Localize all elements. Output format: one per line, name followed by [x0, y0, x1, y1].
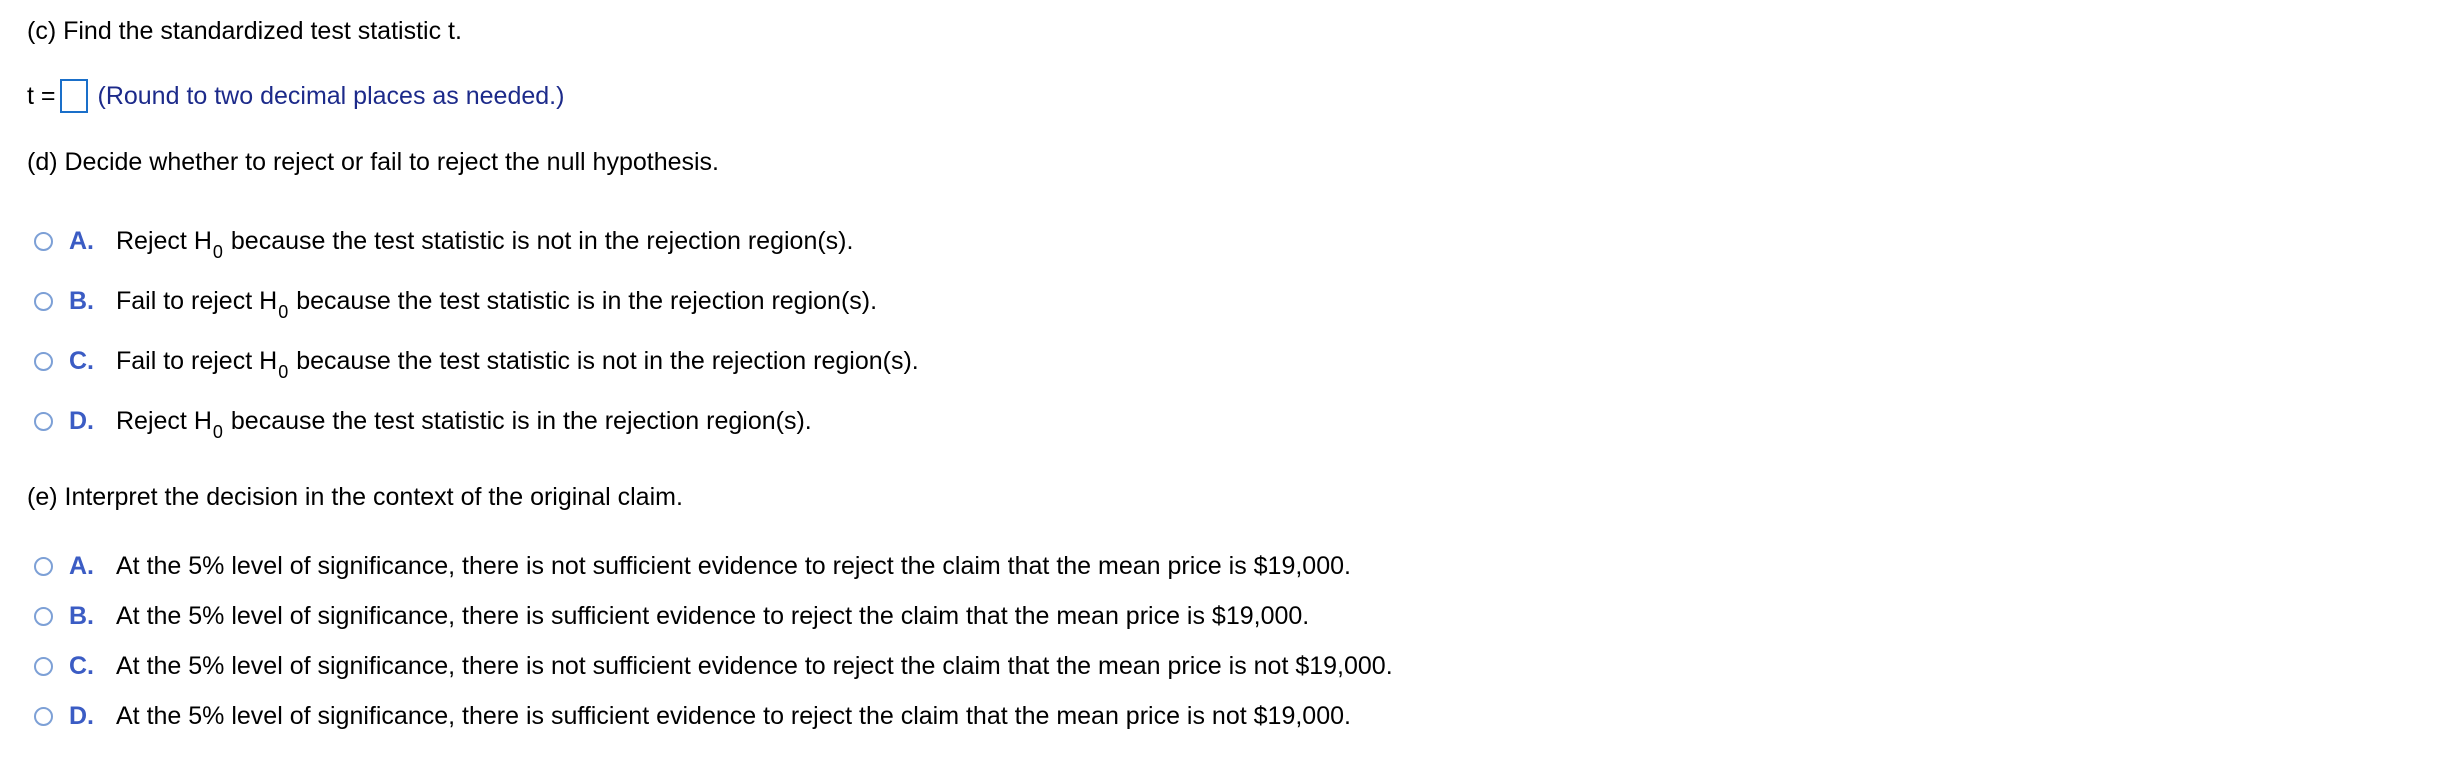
- part-d-option-d[interactable]: [34, 404, 812, 442]
- option-text-pre: Reject: [116, 226, 187, 255]
- option-letter: D.: [69, 406, 94, 435]
- option-letter: B.: [69, 601, 94, 630]
- part-e-option-a[interactable]: [34, 549, 1351, 583]
- option-text: At the 5% level of significance, there is not sufficient evidence to reject the claim that the mean price is $19,000.: [116, 551, 1351, 580]
- part-e-option-c[interactable]: [34, 649, 1393, 683]
- radio-button[interactable]: [34, 232, 53, 251]
- rounding-hint: (Round to two decimal places as needed.): [97, 81, 565, 110]
- part-d-option-a[interactable]: [34, 224, 854, 262]
- h-letter: H: [193, 226, 212, 255]
- radio-button[interactable]: [34, 557, 53, 576]
- option-text: [116, 226, 854, 262]
- option-text-post: because the test statistic is in the rejection region(s).: [230, 406, 812, 435]
- radio-button[interactable]: [34, 607, 53, 626]
- radio-button[interactable]: [34, 292, 53, 311]
- part-d-option-b[interactable]: [34, 284, 878, 322]
- t-label: t =: [27, 81, 56, 110]
- h-subscript: 0: [212, 241, 223, 262]
- part-e-option-d[interactable]: [34, 699, 1351, 733]
- radio-button[interactable]: [34, 657, 53, 676]
- option-letter: B.: [69, 286, 94, 315]
- h-letter: H: [193, 406, 212, 435]
- part-d-option-c[interactable]: [34, 344, 919, 382]
- t-answer-row: [27, 77, 564, 115]
- h-subscript: 0: [278, 361, 289, 382]
- null-hypothesis-symbol: [193, 226, 231, 262]
- h-subscript: 0: [278, 301, 289, 322]
- part-e-prompt: (e) Interpret the decision in the context of the original claim.: [27, 483, 683, 511]
- option-text: [116, 286, 878, 322]
- null-hypothesis-symbol: [193, 406, 231, 442]
- part-d-prompt: (d) Decide whether to reject or fail to reject the null hypothesis.: [27, 148, 720, 176]
- option-letter: A.: [69, 551, 94, 580]
- radio-button[interactable]: [34, 707, 53, 726]
- option-text: At the 5% level of significance, there is sufficient evidence to reject the claim that the mean price is not $19,000.: [116, 701, 1351, 730]
- option-text-pre: Fail to reject: [116, 346, 253, 375]
- option-text-post: because the test statistic is in the rejection region(s).: [296, 286, 878, 315]
- null-hypothesis-symbol: [259, 286, 296, 322]
- option-text-post: because the test statistic is not in the rejection region(s).: [230, 226, 854, 255]
- option-text: At the 5% level of significance, there is sufficient evidence to reject the claim that the mean price is $19,000.: [116, 601, 1310, 630]
- h-letter: H: [259, 346, 278, 375]
- option-text-post: because the test statistic is not in the rejection region(s).: [296, 346, 919, 375]
- option-text-pre: Fail to reject: [116, 286, 253, 315]
- option-text: [116, 346, 919, 382]
- option-letter: C.: [69, 346, 94, 375]
- option-text: [116, 406, 812, 442]
- h-letter: H: [259, 286, 278, 315]
- radio-button[interactable]: [34, 352, 53, 371]
- option-letter: D.: [69, 701, 94, 730]
- null-hypothesis-symbol: [259, 346, 296, 382]
- part-e-option-b[interactable]: [34, 599, 1309, 633]
- option-text: At the 5% level of significance, there is not sufficient evidence to reject the claim that the mean price is not $19,000.: [116, 651, 1393, 680]
- radio-button[interactable]: [34, 412, 53, 431]
- part-c-prompt: (c) Find the standardized test statistic t.: [27, 17, 462, 45]
- option-letter: C.: [69, 651, 94, 680]
- t-answer-input[interactable]: [60, 79, 88, 113]
- option-text-pre: Reject: [116, 406, 187, 435]
- option-letter: A.: [69, 226, 94, 255]
- h-subscript: 0: [212, 421, 223, 442]
